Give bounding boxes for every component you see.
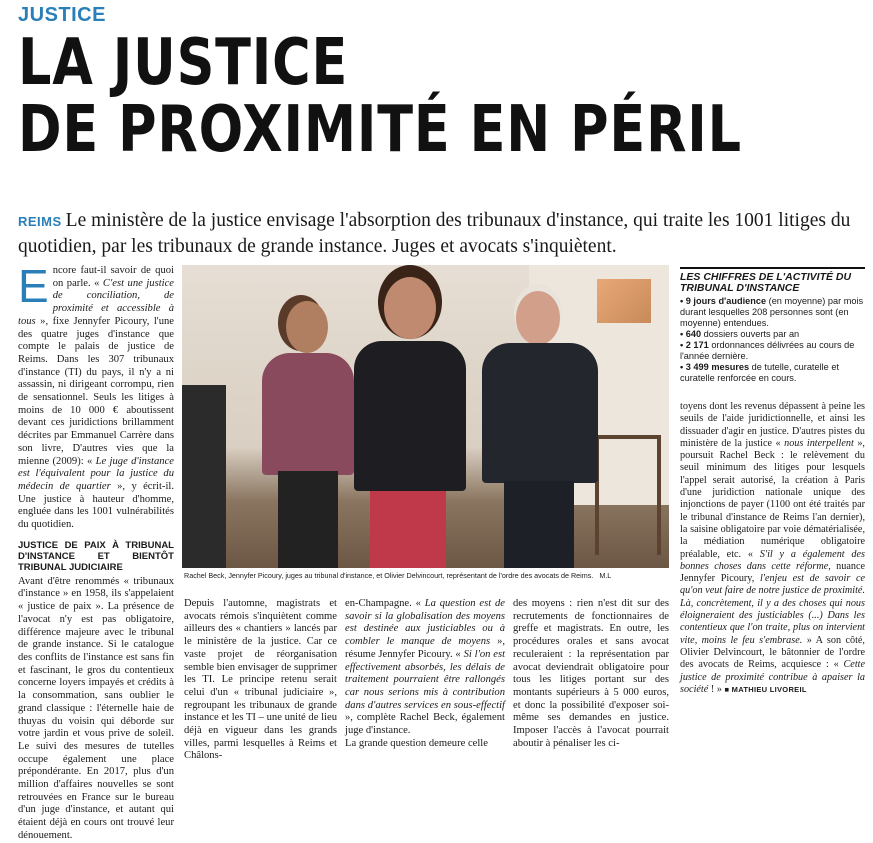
article-photo — [182, 265, 669, 568]
dek-place: REIMS — [18, 214, 62, 229]
stat-item: • 9 jours d'audience (en moyenne) par mois durant lesquelles 208 personnes sont (en moyenne) entendues. — [680, 296, 864, 328]
column-1 — [18, 260, 174, 843]
chair — [595, 435, 661, 555]
col1-subhead: JUSTICE DE PAIX À TRIBUNAL D'INSTANCE ET BIENTÔT TRIBUNAL JUDICIAIRE — [18, 539, 174, 573]
col1-text: », fixe Jennyfer Picoury, l'une des quatre juges d'instance que compte le palais de justice de Reims. Dans les 307 tribunaux d'instance (TI) du pays, il n'y a ni assassin, ni dirigeant corrompu, rien de sensationnel. Seuls les litiges à moins de 10 000 € aboutissent devant ces juridictions brillamment décrites par Emmanuel Carrère dans son livre, D'autres vies que la mienne (2009): « — [18, 315, 174, 467]
col1-paragraph-1 — [18, 260, 174, 532]
col1-paragraph-2: Avant d'être renommés « tribunaux d'instance » en 1958, ils s'appelaient « justice de paix ». La présence de l'avocat n'y est pas obligatoire, différence majeure avec le tribunal de grande instance. Si le catalogue des conflits de l'instance est sans fin et fascinant, le gros du contentieux concerne loyers impayés et crédits à la consommation, sans oublier le grand classique : l'éternelle haie de thuyas du voisin qui déborde sur votre jardin et vous prive de soleil. Le suivi des mesures de tutelles occupe également une place prépondérante. En 2017, plus d'un million d'affaires nouvelles se sont retrouvées en France sur le bureau d'un juge d'instance, et autant qui étaient déjà en cours ont trouvé leur dénouement. — [18, 575, 174, 841]
col2-paragraph: Depuis l'automne, magistrats et avocats rémois s'inquiètent comme ailleurs des « chantiers » lancés par le ministère de la justice. Car ce vaste projet de réorganisation semble bien envisager de supprimer les TI. Le principe retenu serait celui d'un « tribunal judiciaire », regroupant les tribunaux de grande instance et les TI – une unité de lieu déjà en vigueur dans les grands villes, parmi lesquelles à Reims et Châlons- — [184, 598, 337, 762]
photo-caption — [184, 571, 669, 580]
col5-paragraph: toyens dont les revenus dépassent à peine les seuils de l'aide juridictionnelle, et ainsi les dissuader d'agir en justice. D'autres pistes du ministère de la justice « nous interpellent », poursuit Rachel Beck : le relèvement du seuil minimum des litiges pour lesquels l'appel serait autorisé, la création à Paris d'une juridiction nationale unique des injonctions de payer (1100 ont été traités par le tribunal d'instance de Reims l'an dernier), la saisine obligatoire par voie dématérialisée, la médiation numérique obligatoire préalable, etc. « S'il y a également des bonnes choses dans cette réforme, nuance Jennyfer Picoury, l'enjeu est de savoir ce qu'on veut faire de notre justice de proximité. Là, concrètement, il y a des choses qui nous éloigneraient des justiciables (...) Dans les contentieux que l'on traite, plus on intervient vite, moins le feu s'embrase. » A son côté, Olivier Delvincourt, le bâtonnier de l'ordre des avocats de Reims, acquiesce : « Cette justice de proximité contribue à apaiser la société ! » ■ MATHIEU LIVOREIL — [680, 401, 866, 695]
headline-line-1: LA JUSTICE — [18, 26, 349, 100]
drop-cap: E — [18, 260, 49, 312]
headline-line-2: DE PROXIMITÉ EN PÉRIL — [18, 93, 742, 167]
column-2 — [184, 598, 337, 763]
wall-painting — [597, 279, 651, 323]
col1-text: ncore faut-il savoir de quoi on parle. « — [52, 265, 174, 289]
headline — [18, 26, 742, 167]
stats-box — [680, 267, 865, 384]
bookcase — [182, 385, 226, 568]
stat-item: • 3 499 mesures de tutelle, curatelle et curatelle renforcée en cours. — [680, 362, 839, 383]
column-4 — [513, 598, 669, 750]
col1-quote: C'est une justice de conciliation, de proximité et accessible à tous — [18, 277, 174, 327]
col3-quote: Si l'on est effectivement absorbés, les délais de traitement pourraient être rallongés car nous serions mis à contribution dans d'autres services en sous-effectif — [345, 648, 506, 711]
col1-text: », y écrit-il. Une justice à hauteur d'homme, engluée dans les 1001 vulnérabilités du quotidien. — [18, 480, 174, 531]
dek-text: Le ministère de la justice envisage l'absorption des tribunaux d'instance, qui traite les 1001 litiges du quotidien, par les tribunaux de grande instance. Juges et avocats s'inquiètent. — [18, 210, 851, 257]
column-5 — [680, 401, 865, 696]
article-dek — [18, 208, 868, 259]
stat-item: • 2 171 ordonnances délivrées au cours de l'année dernière. — [680, 340, 855, 361]
author-byline: ■ MATHIEU LIVOREIL — [724, 684, 807, 694]
section-rubric: JUSTICE — [18, 4, 106, 26]
photo-credit: M.L — [599, 571, 612, 580]
column-3 — [345, 598, 505, 750]
caption-text: Rachel Beck, Jennyfer Picoury, juges au tribunal d'instance, et Olivier Delvincourt, représentant de l'ordre des avocats de Reims. — [184, 571, 594, 580]
col3-text: », résume Jennyfer Picoury. « — [345, 636, 506, 660]
stat-item: • 640 dossiers ouverts par an — [680, 329, 800, 339]
col1-quote: Le juge d'instance est l'équivalent pour la justice du médecin de quartier — [18, 455, 174, 492]
col3-text: », complète Rachel Beck, également juge d'instance. — [345, 712, 505, 737]
col3-text: en-Champagne. « — [345, 598, 425, 609]
col3-paragraph-2: La grande question demeure celle — [345, 737, 488, 749]
col3-paragraph-1 — [345, 598, 505, 738]
col3-quote: La question est de savoir si la globalisation des moyens est destinée aux justiciables ou à combler le manque de moyens — [345, 598, 505, 648]
stats-box-title: LES CHIFFRES DE L'ACTIVITÉ DU TRIBUNAL D'INSTANCE — [680, 271, 852, 294]
col4-paragraph: des moyens : rien n'est dit sur des recrutements de fonctionnaires de greffe et magistrats. En outre, les procédures orales et sans avocat reculeraient : la représentation par avocat deviendrait obligatoire pour tous les litiges portant sur des montants supérieurs à 5 000 euros, et donc la possibilité d'exposer soi-même ses demandes en justice. Imposer l'accès à l'avocat pourrait aboutir à pénaliser les ci- — [513, 598, 669, 749]
